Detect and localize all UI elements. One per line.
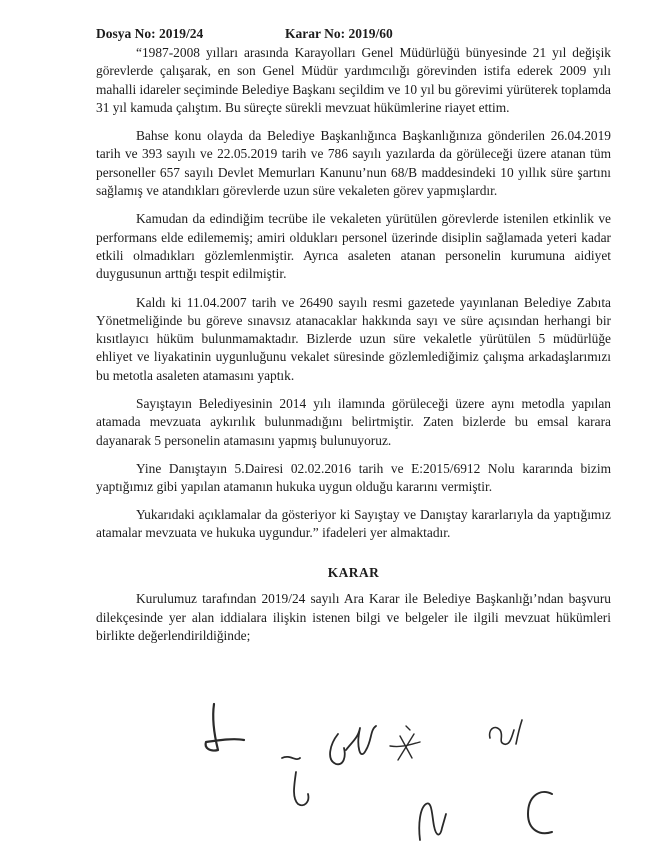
- signature-4: [390, 726, 420, 760]
- paragraph-statement-4: Kaldı ki 11.04.2007 tarih ve 26490 sayılı resmi gazetede yayınlanan Belediye Zabıta Yönetmeliğinde bu göreve sınavsız atanacaklar hakkında sayı ve süre açısından herhangi bir kısıtlayıcı hüküm bulunmamaktadır. Bizlerde uzun süre vekaletle yürütülen 5 müdürlüğe ehliyet ve liyakatinin uygunluğunu vekalet süresinde gözlemlediğimiz çalışma arkadaşlarımızı bu metotla asaleten atamasını yaptık.: [96, 294, 611, 383]
- paragraph-statement-3: Kamudan da edindiğim tecrübe ile vekaleten yürütülen görevlerde istenilen etkinlik ve performans elde edilememiş; amiri oldukları personel üzerinde disiplin sağlamada yeteri kadar etkili olmadıkları gözlemlenmiştir. Ayrıca asaleten atanan personelin kurumuna aidiyet duygusunun arttığı tespit edilmiştir.: [96, 211, 611, 282]
- paragraph-karar: Kurulumuz tarafından 2019/24 sayılı Ara Karar ile Belediye Başkanlığı’ndan başvuru dilekçesinde yer alan iddialara ilişkin istenen bilgi ve belgeler ile ilgili mevzuat hükümleri birlikte değerlendirildiğinde;: [96, 591, 611, 644]
- signature-2: [282, 757, 308, 805]
- signature-6: [419, 803, 446, 840]
- signature-7: [528, 792, 552, 833]
- file-number: Dosya No: 2019/24: [96, 26, 204, 41]
- paragraph-statement-6: Yine Danıştayın 5.Dairesi 02.02.2016 tarih ve E:2015/6912 Nolu kararında bizim yaptığımız gibi yapılan atamanın hukuka uygun olduğu kararını vermiştir.: [96, 460, 611, 495]
- document-body: [96, 44, 611, 655]
- signature-3: [330, 726, 376, 764]
- signatures-area: [0, 690, 660, 854]
- signature-5: [490, 720, 522, 744]
- section-title-karar: KARAR: [327, 565, 380, 581]
- paragraph-statement-5: Sayıştayın Belediyesinin 2014 yılı ilamında görüleceği üzere aynı metodla yapılan atamada mevzuata aykırılık bulunmadığını belirtmiştir. Zaten bizlerde bu emsal karara dayanarak 5 personelin atamasını yapmış bulunuyoruz.: [96, 396, 611, 448]
- signature-1: [206, 704, 244, 751]
- paragraph-statement-2: Bahse konu olayda da Belediye Başkanlığınca Başkanlığınıza gönderilen 26.04.2019 tarih ve 393 sayılı ve 22.05.2019 tarih ve 786 sayılı yazılarda da görüleceği üzere atanan tüm personeller 657 sayılı Devlet Memurları Kanunu’nun 68/B maddesindeki 10 yıllık süre şartını sağlamış ve atandıkları görevlerde uzun süre vekaleten görev yapmışlardır.: [96, 128, 611, 199]
- paragraph-statement-1: “1987-2008 yılları arasında Karayolları Genel Müdürlüğü bünyesinde 21 yıl değişik görevlerde çalışarak, en son Genel Müdür yardımcılığı görevinden istifa ederek 2009 yılı mahalli idareler seçiminde Belediye Başkanı seçildim ve 10 yıl bu görevimi yürüterek toplamda 31 yıl kamuda çalıştım. Bu süreçte sürekli mevzuat hükümlerine riayet ettim.: [96, 45, 611, 115]
- paragraph-statement-7: Yukarıdaki açıklamalar da gösteriyor ki Sayıştay ve Danıştay kararlarıyla da yaptığımız atamalar mevzuata ve hukuka uygundur.” ifadeleri yer almaktadır.: [96, 506, 611, 540]
- decision-number: Karar No: 2019/60: [285, 26, 393, 41]
